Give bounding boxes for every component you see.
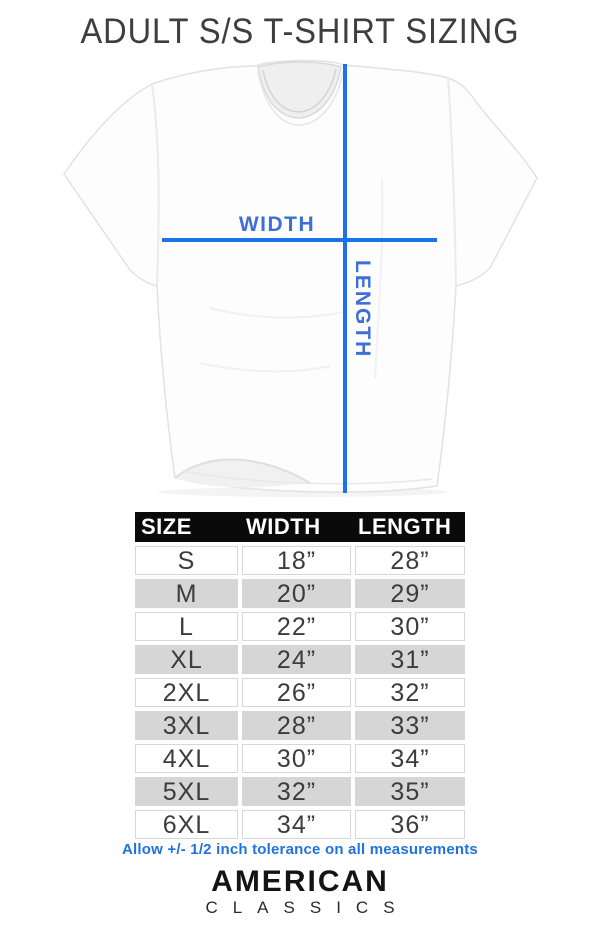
header-size: SIZE [141, 514, 192, 539]
size-cell: S [135, 546, 238, 575]
width-cell: 30” [242, 744, 351, 773]
width-cell: 18” [242, 546, 351, 575]
table-row [135, 744, 465, 773]
size-cell: 6XL [135, 810, 238, 839]
table-row [135, 810, 465, 839]
table-row [135, 579, 465, 608]
length-cell: 28” [355, 546, 465, 575]
size-cell: 4XL [135, 744, 238, 773]
length-label: LENGTH [351, 260, 374, 359]
size-cell: 2XL [135, 678, 238, 707]
size-cell: XL [135, 645, 238, 674]
width-cell: 28” [242, 711, 351, 740]
length-cell: 31” [355, 645, 465, 674]
brand-logo [0, 866, 600, 918]
brand-name-secondary: CLASSICS [205, 898, 410, 917]
size-cell: 3XL [135, 711, 238, 740]
width-label: WIDTH [238, 213, 316, 236]
size-cell: 5XL [135, 777, 238, 806]
length-cell: 36” [355, 810, 465, 839]
tshirt-measurement-diagram [60, 58, 540, 500]
header-width: WIDTH [246, 514, 321, 539]
length-cell: 34” [355, 744, 465, 773]
size-cell: L [135, 612, 238, 641]
width-cell: 22” [242, 612, 351, 641]
width-cell: 24” [242, 645, 351, 674]
tshirt-illustration [60, 58, 540, 500]
table-row [135, 612, 465, 641]
length-cell: 33” [355, 711, 465, 740]
width-cell: 34” [242, 810, 351, 839]
tolerance-note: Allow +/- 1/2 inch tolerance on all measurements [122, 841, 478, 858]
length-cell: 35” [355, 777, 465, 806]
table-header [135, 512, 465, 542]
table-row [135, 711, 465, 740]
table-row [135, 777, 465, 806]
width-cell: 26” [242, 678, 351, 707]
table-row [135, 645, 465, 674]
size-cell: M [135, 579, 238, 608]
table-row [135, 546, 465, 575]
header-length: LENGTH [358, 514, 452, 539]
length-cell: 32” [355, 678, 465, 707]
length-cell: 29” [355, 579, 465, 608]
sizing-table [135, 512, 465, 839]
width-cell: 32” [242, 777, 351, 806]
width-cell: 20” [242, 579, 351, 608]
table-row [135, 678, 465, 707]
length-cell: 30” [355, 612, 465, 641]
brand-name-primary: AMERICAN [211, 865, 389, 898]
table-body [135, 546, 465, 839]
page-title: ADULT S/S T-SHIRT SIZING [80, 12, 520, 51]
